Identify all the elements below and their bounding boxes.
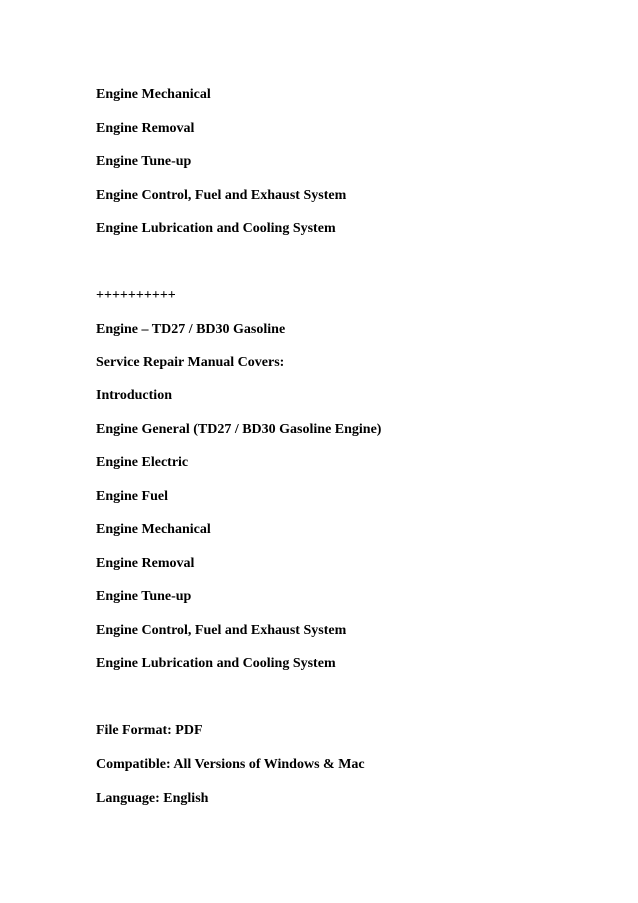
section-two-item: Engine Fuel: [96, 489, 168, 504]
section-two-item: Engine Mechanical: [96, 522, 211, 537]
separator-line: ++++++++++: [96, 288, 176, 303]
section-two-item: Introduction: [96, 388, 172, 403]
section-one-item: Engine Tune-up: [96, 154, 192, 169]
compatible-line: Compatible: All Versions of Windows & Mac: [96, 757, 365, 772]
section-two-item: Engine Control, Fuel and Exhaust System: [96, 623, 347, 638]
section-one-item: Engine Mechanical: [96, 87, 211, 102]
language-line: Language: English: [96, 791, 209, 806]
section-one-item: Engine Lubrication and Cooling System: [96, 221, 336, 236]
section-two-item: Engine General (TD27 / BD30 Gasoline Engine): [96, 422, 382, 437]
section-two-item: Engine Tune-up: [96, 589, 192, 604]
section-two-item: Engine Removal: [96, 556, 195, 571]
section-two-item: Engine Electric: [96, 455, 189, 470]
covers-heading: Service Repair Manual Covers:: [96, 355, 285, 370]
section-one-item: Engine Removal: [96, 121, 195, 136]
file-format-line: File Format: PDF: [96, 723, 203, 738]
model-title: Engine – TD27 / BD30 Gasoline: [96, 322, 286, 337]
section-two-item: Engine Lubrication and Cooling System: [96, 656, 336, 671]
section-one-item: Engine Control, Fuel and Exhaust System: [96, 188, 347, 203]
